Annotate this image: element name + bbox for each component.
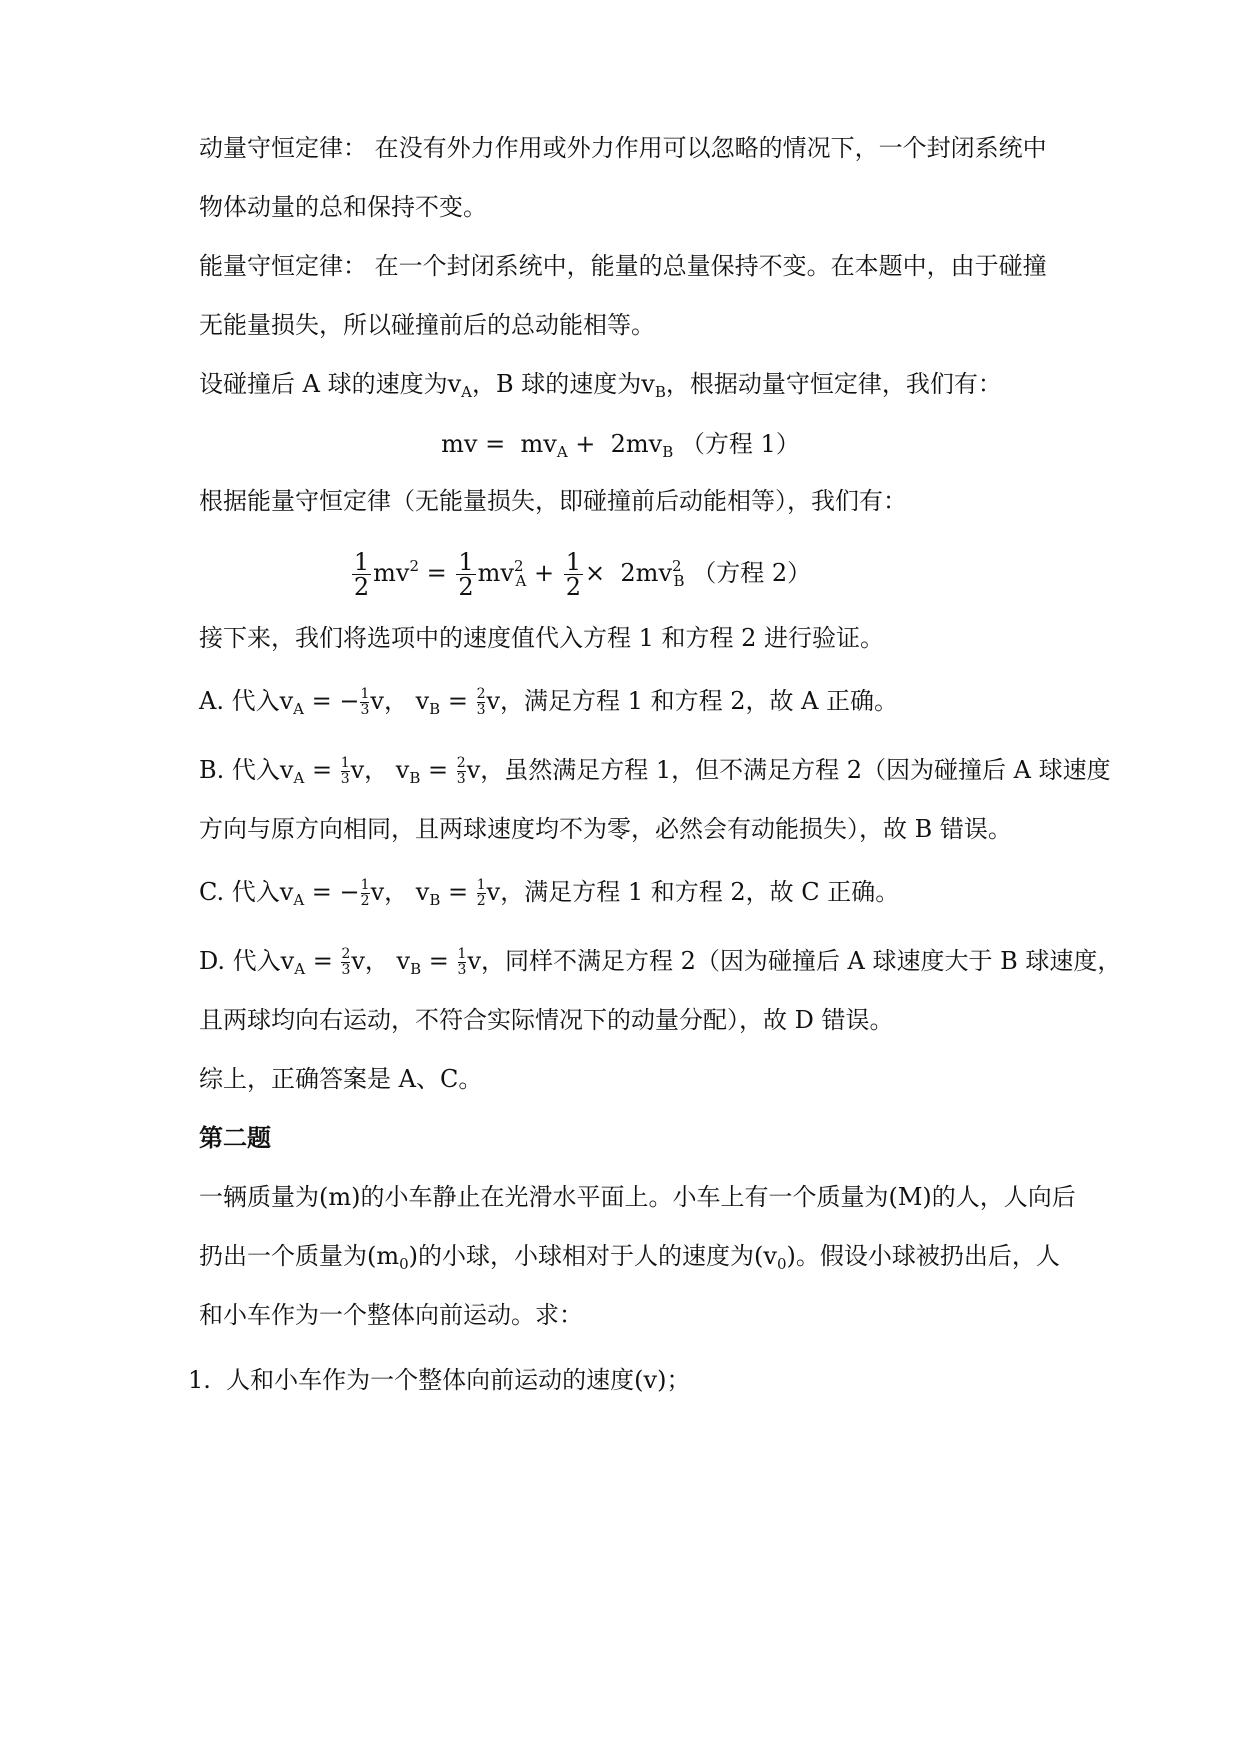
option-c: C. 代入$v_A$ = − $\frac{1}{2}$ v， $v_B$ = $\frac{1}{2}$ v，满足方程 1 和方程 2，故 C 正确。 <box>199 877 900 909</box>
q2-text-5: 的小球，小球相对于人的速度为 <box>418 1242 755 1270</box>
q2-text-2: 的小车静止在光滑水平面上。小车上有一个质量为 <box>360 1183 889 1211</box>
option-a: A. 代入$v_A$ = − $\frac{1}{3}$ v， $v_B$ = $\frac{2}{3}$ v，满足方程 1 和方程 2，故 A 正确。 <box>199 686 899 718</box>
equation-1: mv = $mv_A + 2mv_B$ （方程 1） <box>441 430 800 461</box>
option-d: D. 代入$v_A$ = $\frac{2}{3}$ v， $v_B$ = $\frac{1}{3}$ v，同样不满足方程 2（因为碰撞后 A 球速度大于 B 球速度， <box>199 946 1122 978</box>
option-b-label: B. 代入 <box>199 756 280 784</box>
setup-text-3: ，根据动量守恒定律，我们有： <box>665 370 1002 398</box>
q2-text-6: 。假设小球被扔出后，人 <box>795 1242 1060 1270</box>
option-a-text: ，满足方程 1 和方程 2，故 A 正确。 <box>500 687 899 715</box>
setup-text-2: ，B 球的速度为 <box>472 370 642 398</box>
option-a-label: A. 代入 <box>199 687 280 715</box>
equation-2: $\frac{1}{2}$ $mv^2$ = $\frac{1}{2}$ $mv^2_A$ + $\frac{1}{2}$ × $2mv^2_B$ （方程 2） <box>353 548 812 601</box>
option-c-text: ，满足方程 1 和方程 2，故 C 正确。 <box>500 878 900 906</box>
option-d-text: ，同样不满足方程 2（因为碰撞后 A 球速度大于 B 球速度， <box>481 947 1122 975</box>
paragraph-verify: 接下来，我们将选项中的速度值代入方程 1 和方程 2 进行验证。 <box>199 624 885 652</box>
list-item-1: 1. 人和小车作为一个整体向前运动的速度(v)； <box>188 1366 691 1394</box>
equation-2-tag: （方程 2） <box>692 559 812 587</box>
q2-text-4: 扔出一个质量为 <box>199 1242 367 1270</box>
q2-text-1: 一辆质量为 <box>199 1183 319 1211</box>
option-b-text: ，虽然满足方程 1，但不满足方程 2（因为碰撞后 A 球速度 <box>480 756 1111 784</box>
paragraph-energy-l1: 能量守恒定律： 在一个封闭系统中，能量的总量保持不变。在本题中，由于碰撞 <box>199 252 1047 280</box>
question-2-l3: 和小车作为一个整体向前运动。求： <box>199 1301 583 1329</box>
option-b: B. 代入$v_A$ = $\frac{1}{3}$ v， $v_B$ = $\frac{2}{3}$ v，虽然满足方程 1，但不满足方程 2（因为碰撞后 A 球速度 <box>199 755 1111 787</box>
list-item-end: ； <box>666 1366 691 1394</box>
list-item-number: 1. <box>188 1366 211 1394</box>
question-2-l2: 扔出一个质量为$(m_0)$的小球，小球相对于人的速度为$(v_0)$。假设小球被扔出后，人 <box>199 1242 1060 1273</box>
option-c-label: C. 代入 <box>199 878 280 906</box>
option-d-l2: 且两球均向右运动，不符合实际情况下的动量分配），故 D 错误。 <box>199 1006 894 1034</box>
summary: 综上，正确答案是 A、C。 <box>199 1065 483 1093</box>
paragraph-energy-intro: 根据能量守恒定律（无能量损失，即碰撞前后动能相等），我们有： <box>199 487 907 515</box>
q2-text-3: 的人，人向后 <box>931 1183 1076 1211</box>
paragraph-momentum-l1: 动量守恒定律： 在没有外力作用或外力作用可以忽略的情况下，一个封闭系统中 <box>199 134 1047 162</box>
setup-text-1: 设碰撞后 A 球的速度为 <box>199 370 448 398</box>
heading-question-2: 第二题 <box>199 1123 271 1152</box>
question-2-l1: 一辆质量为(m)的小车静止在光滑水平面上。小车上有一个质量为(M)的人，人向后 <box>199 1183 1076 1211</box>
paragraph-momentum-l2: 物体动量的总和保持不变。 <box>199 193 487 221</box>
option-b-l2: 方向与原方向相同，且两球速度均不为零，必然会有动能损失），故 B 错误。 <box>199 815 1012 843</box>
equation-1-tag: （方程 1） <box>680 430 800 458</box>
option-d-label: D. 代入 <box>199 947 281 975</box>
paragraph-energy-l2: 无能量损失，所以碰撞前后的总动能相等。 <box>199 311 655 339</box>
paragraph-setup: 设碰撞后 A 球的速度为$v_A$，B 球的速度为$v_B$，根据动量守恒定律，我们有： <box>199 370 1002 401</box>
list-item-text: 人和小车作为一个整体向前运动的速度 <box>226 1366 635 1394</box>
